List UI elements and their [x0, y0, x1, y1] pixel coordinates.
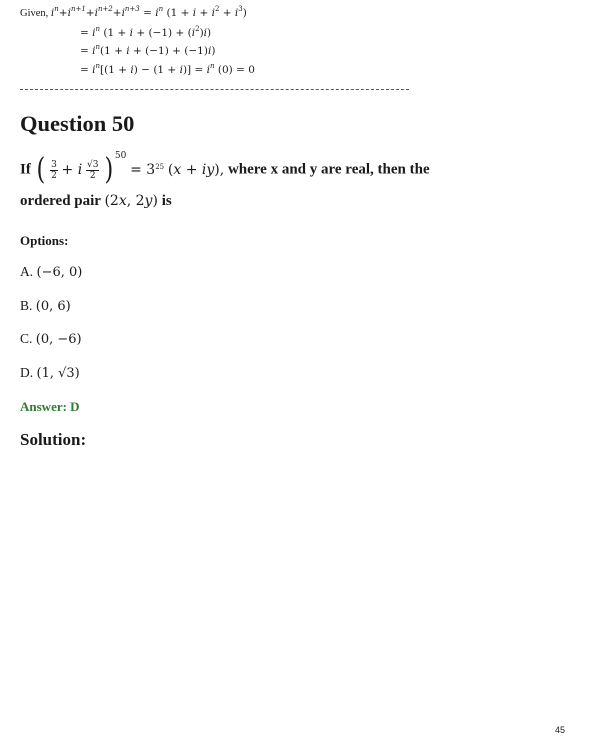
- question-if: If: [20, 161, 31, 178]
- sqrt-numerator: √3: [86, 159, 99, 170]
- question-line-1: [20, 151, 430, 191]
- question-line-2: [20, 193, 172, 210]
- plus-i: + i: [61, 162, 83, 178]
- fraction-numerator: 3: [51, 159, 57, 170]
- option-letter: C.: [20, 331, 33, 346]
- question-title: Question 50: [20, 111, 135, 136]
- given-equation-1: $i^n+i^{n+1}+i^{n+2}+i^{n+3} = i^n$ $(1 + i + i^2 + i^3)$: [50, 5, 247, 19]
- power-exponent: 50: [114, 151, 127, 161]
- sqrt-denominator: 2: [89, 170, 96, 181]
- option-letter: B.: [20, 298, 33, 313]
- question-text-2: ordered pair (2x, 2y) is: [20, 193, 172, 209]
- left-paren: (: [36, 152, 45, 187]
- option-letter: D.: [20, 365, 34, 380]
- question-text-1: where x and y are real, then the: [224, 161, 430, 178]
- given-line-2: = $i^n$ $(1 + i + (-1) + (i^2)i)$: [80, 24, 212, 39]
- option-c[interactable]: [20, 331, 82, 347]
- option-b[interactable]: [20, 298, 71, 314]
- option-letter: A.: [20, 264, 34, 279]
- given-line-4: = $i^n[(1 + i) - (1 + i)] = i^n$ (0) = 0: [80, 61, 255, 76]
- option-value: (0, 6): [35, 299, 71, 314]
- solution-heading: Solution:: [20, 430, 87, 449]
- option-value: (0, −6): [35, 332, 82, 347]
- option-d[interactable]: [20, 365, 80, 381]
- option-value: (1, √3): [36, 366, 80, 381]
- section-divider: [20, 89, 409, 90]
- option-value: (−6, 0): [36, 265, 83, 280]
- rhs-exponent: 25: [155, 163, 165, 171]
- option-a[interactable]: [20, 264, 82, 280]
- page-number: 45: [555, 725, 566, 735]
- rhs-expression: (x + iy),: [167, 162, 225, 178]
- answer-text: Answer: D: [20, 399, 80, 414]
- given-block: [20, 2, 255, 77]
- equals-three: = $3^{25}$: [130, 162, 165, 178]
- fraction-three-halves: [50, 160, 58, 181]
- given-line-3: = $i^n(1 + i + (-1) + (-1)i)$: [80, 43, 216, 57]
- given-label: Given,: [20, 8, 49, 19]
- fraction-sqrt3-over-2: [86, 160, 99, 181]
- options-label: Options:: [20, 233, 69, 248]
- given-line-1: [20, 2, 255, 22]
- right-paren: ): [104, 152, 114, 187]
- fraction-denominator: 2: [51, 170, 57, 181]
